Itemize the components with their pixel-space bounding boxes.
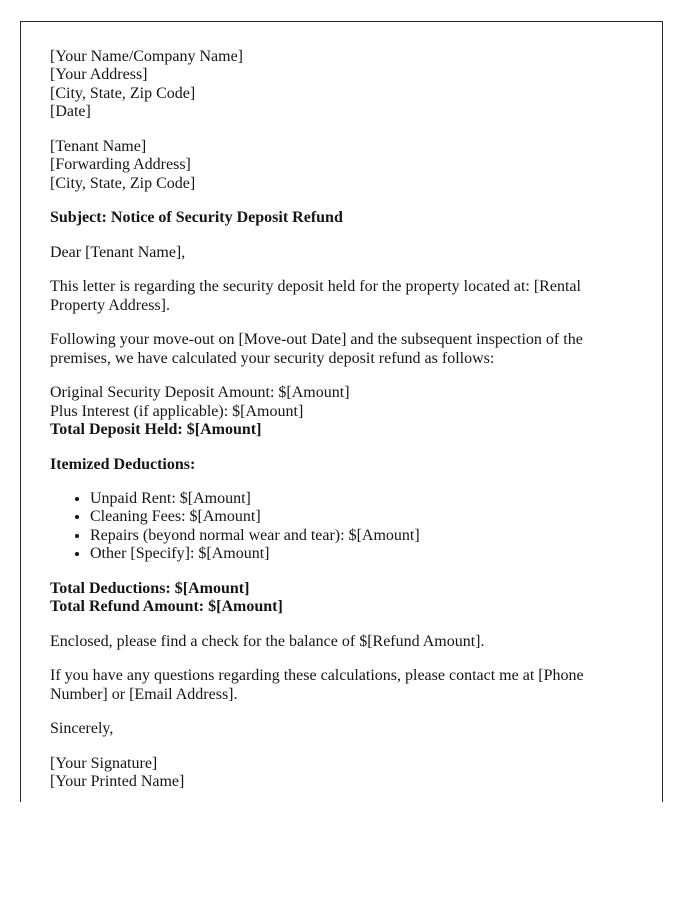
deductions-list [50,490,634,564]
deposit-summary-block [50,384,634,439]
interest-line: Plus Interest (if applicable): $[Amount] [50,402,304,420]
enclosed-paragraph: Enclosed, please find a check for the balance of $[Refund Amount]. [50,632,485,650]
recipient-city-line: [City, State, Zip Code] [50,174,196,192]
deduction-item-unpaid-rent: • Unpaid Rent: $[Amount] [90,490,634,508]
total-deposit-held-line: Total Deposit Held: $[Amount] [50,421,262,439]
closing: Sincerely, [50,720,114,738]
property-paragraph: This letter is regarding the security deposit held for the property located at: [Rental Property Address]. [50,278,581,314]
recipient-address-line: [Forwarding Address] [50,156,191,174]
recipient-name-line: [Tenant Name] [50,137,147,155]
total-refund-line: Total Refund Amount: $[Amount] [50,598,283,616]
recipient-block [50,138,634,193]
printed-name-line: [Your Printed Name] [50,773,185,791]
original-deposit-line: Original Security Deposit Amount: $[Amount] [50,384,350,402]
questions-paragraph: If you have any questions regarding these calculations, please contact me at [Phone Number] or [Email Address]. [50,667,584,703]
deduction-item-repairs: • Repairs (beyond normal wear and tear): $[Amount] [90,527,634,545]
date-line: [Date] [50,103,91,121]
totals-block [50,580,634,617]
deduction-item-other: • Other [Specify]: $[Amount] [90,545,634,563]
signature-line: [Your Signature] [50,754,158,772]
sender-city-line: [City, State, Zip Code] [50,84,196,102]
moveout-paragraph: Following your move-out on [Move-out Date] and the subsequent inspection of the premises, we have calculated your security deposit refund as follows: [50,331,583,367]
salutation: Dear [Tenant Name], [50,243,186,261]
letter-document [20,21,663,802]
deductions-heading: Itemized Deductions: [50,455,196,473]
subject-line: Subject: Notice of Security Deposit Refund [50,209,343,227]
sender-block [50,48,634,122]
sender-name-line: [Your Name/Company Name] [50,48,244,65]
signature-block [50,755,634,792]
sender-address-line: [Your Address] [50,66,148,84]
deduction-item-cleaning-fees: • Cleaning Fees: $[Amount] [90,508,634,526]
total-deductions-line: Total Deductions: $[Amount] [50,579,250,597]
